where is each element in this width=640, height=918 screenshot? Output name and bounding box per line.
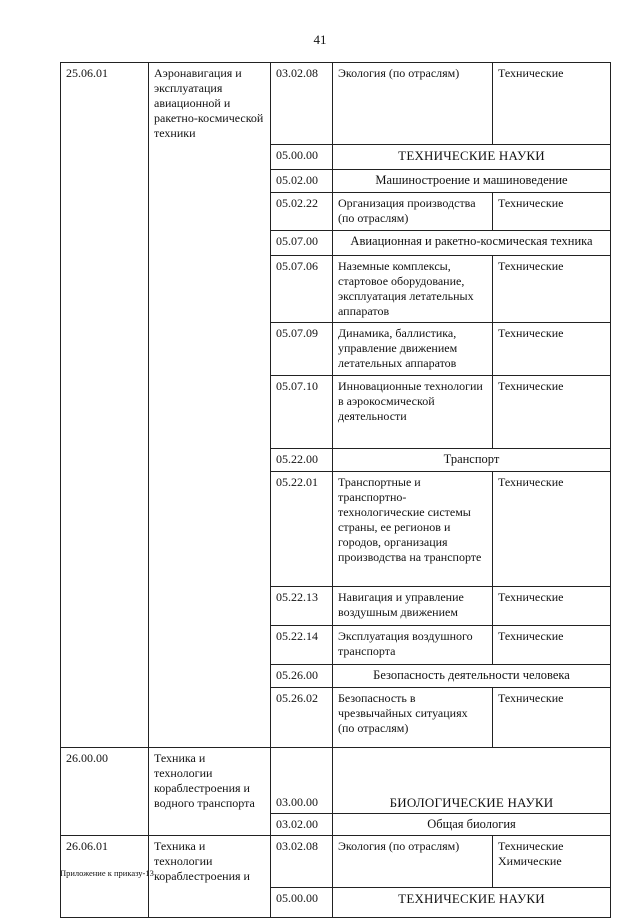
table-row <box>61 664 611 687</box>
group-code-cell <box>61 230 149 255</box>
specialty-code-cell: 05.22.14 <box>271 625 333 664</box>
specialty-code-cell: 05.26.02 <box>271 687 333 747</box>
specialty-title-cell: Инновационные технологии в аэрокосмической деятельности <box>333 375 493 448</box>
specialty-code-cell: 05.22.01 <box>271 471 333 586</box>
group-name-cell <box>149 144 271 169</box>
group-code-cell <box>61 625 149 664</box>
group-name-cell <box>149 192 271 230</box>
group-code-cell <box>61 322 149 375</box>
group-name-cell: Техника и технологии кораблестроения и <box>149 836 271 888</box>
table-row <box>61 625 611 664</box>
section-heading-cell: Общая биология <box>333 814 611 836</box>
group-code-cell: 26.00.00 <box>61 747 149 814</box>
table-row <box>61 687 611 747</box>
group-code-cell <box>61 887 149 917</box>
group-name-cell <box>149 230 271 255</box>
science-branch-cell: Технические <box>493 625 611 664</box>
table-row <box>61 747 611 814</box>
table-row <box>61 448 611 471</box>
group-code-cell <box>61 664 149 687</box>
science-branch-cell: Технические <box>493 586 611 625</box>
specialty-title-cell: Эксплуатация воздушного транспорта <box>333 625 493 664</box>
specialty-code-cell: 03.02.00 <box>271 814 333 836</box>
specialty-title-cell: Наземные комплексы, стартовое оборудование, эксплуатация летательных аппаратов <box>333 255 493 322</box>
group-name-cell <box>149 471 271 586</box>
table-row <box>61 144 611 169</box>
science-branch-cell: Технические <box>493 63 611 145</box>
group-code-cell <box>61 687 149 747</box>
science-branch-cell: Технические <box>493 687 611 747</box>
specialty-title-cell: Динамика, баллистика, управление движением летательных аппаратов <box>333 322 493 375</box>
group-name-cell <box>149 255 271 322</box>
group-name-cell <box>149 814 271 836</box>
table-row <box>61 814 611 836</box>
group-name-cell <box>149 375 271 448</box>
group-name-cell <box>149 687 271 747</box>
specialty-code-cell: 05.00.00 <box>271 887 333 917</box>
table-row <box>61 255 611 322</box>
table-row <box>61 322 611 375</box>
science-branch-cell: Технические <box>493 375 611 448</box>
specialty-title-cell: Организация производства (по отраслям) <box>333 192 493 230</box>
group-name-cell: Аэронавигация и эксплуатация авиационной и ракетно-космической техники <box>149 63 271 145</box>
specialty-title-cell: Экология (по отраслям) <box>333 836 493 888</box>
table-row <box>61 471 611 586</box>
group-code-cell <box>61 586 149 625</box>
specialty-code-cell: 05.26.00 <box>271 664 333 687</box>
section-heading-cell: ТЕХНИЧЕСКИЕ НАУКИ <box>333 144 611 169</box>
group-code-cell <box>61 375 149 448</box>
table-row <box>61 887 611 917</box>
group-name-cell <box>149 625 271 664</box>
section-heading-cell: Машиностроение и машиноведение <box>333 169 611 192</box>
table-row <box>61 586 611 625</box>
specialty-title-cell: Безопасность в чрезвычайных ситуациях (по отраслям) <box>333 687 493 747</box>
section-heading-cell: Авиационная и ракетно-космическая техника <box>333 230 611 255</box>
specialty-code-cell: 05.07.00 <box>271 230 333 255</box>
group-code-cell <box>61 448 149 471</box>
group-code-cell: 25.06.01 <box>61 63 149 145</box>
science-branch-cell: Технические <box>493 192 611 230</box>
table-row <box>61 63 611 145</box>
group-code-cell <box>61 471 149 586</box>
group-code-cell <box>61 144 149 169</box>
specialty-code-cell: 03.02.08 <box>271 63 333 145</box>
group-name-cell <box>149 322 271 375</box>
table-row <box>61 169 611 192</box>
table-row <box>61 836 611 888</box>
specialty-code-cell: 05.02.00 <box>271 169 333 192</box>
table-row <box>61 230 611 255</box>
page-number: 41 <box>313 32 327 47</box>
specialty-code-cell: 03.02.08 <box>271 836 333 888</box>
specialty-code-cell: 05.00.00 <box>271 144 333 169</box>
section-heading-cell: БИОЛОГИЧЕСКИЕ НАУКИ <box>333 747 611 814</box>
group-name-cell <box>149 887 271 917</box>
specialty-code-cell: 05.07.10 <box>271 375 333 448</box>
specialty-code-cell: 05.07.09 <box>271 322 333 375</box>
specialty-code-cell: 05.22.13 <box>271 586 333 625</box>
section-heading-cell: Безопасность деятельности человека <box>333 664 611 687</box>
group-code-cell: 26.06.01 <box>61 836 149 888</box>
group-name-cell <box>149 448 271 471</box>
science-branch-cell: Технические <box>493 255 611 322</box>
table-row <box>61 375 611 448</box>
group-name-cell: Техника и технологии кораблестроения и водного транспорта <box>149 747 271 814</box>
science-branch-cell: Технические Химические <box>493 836 611 888</box>
specialty-title-cell: Навигация и управление воздушным движением <box>333 586 493 625</box>
group-name-cell <box>149 664 271 687</box>
group-code-cell <box>61 814 149 836</box>
group-code-cell <box>61 255 149 322</box>
specialty-code-cell: 05.07.06 <box>271 255 333 322</box>
specialty-title-cell: Транспортные и транспортно-технологические системы страны, ее регионов и городов, организация производства на транспорте <box>333 471 493 586</box>
specialty-code-cell: 05.02.22 <box>271 192 333 230</box>
science-branch-cell: Технические <box>493 471 611 586</box>
table-row <box>61 192 611 230</box>
specialty-code-cell: 05.22.00 <box>271 448 333 471</box>
group-code-cell <box>61 169 149 192</box>
group-name-cell <box>149 169 271 192</box>
group-name-cell <box>149 586 271 625</box>
specialty-title-cell: Экология (по отраслям) <box>333 63 493 145</box>
group-code-cell <box>61 192 149 230</box>
science-branch-cell: Технические <box>493 322 611 375</box>
section-heading-cell: ТЕХНИЧЕСКИЕ НАУКИ <box>333 887 611 917</box>
footer-note: Приложение к приказу-13 <box>60 868 154 878</box>
section-heading-cell: Транспорт <box>333 448 611 471</box>
specialties-table <box>60 62 611 918</box>
specialty-code-cell: 03.00.00 <box>271 747 333 814</box>
